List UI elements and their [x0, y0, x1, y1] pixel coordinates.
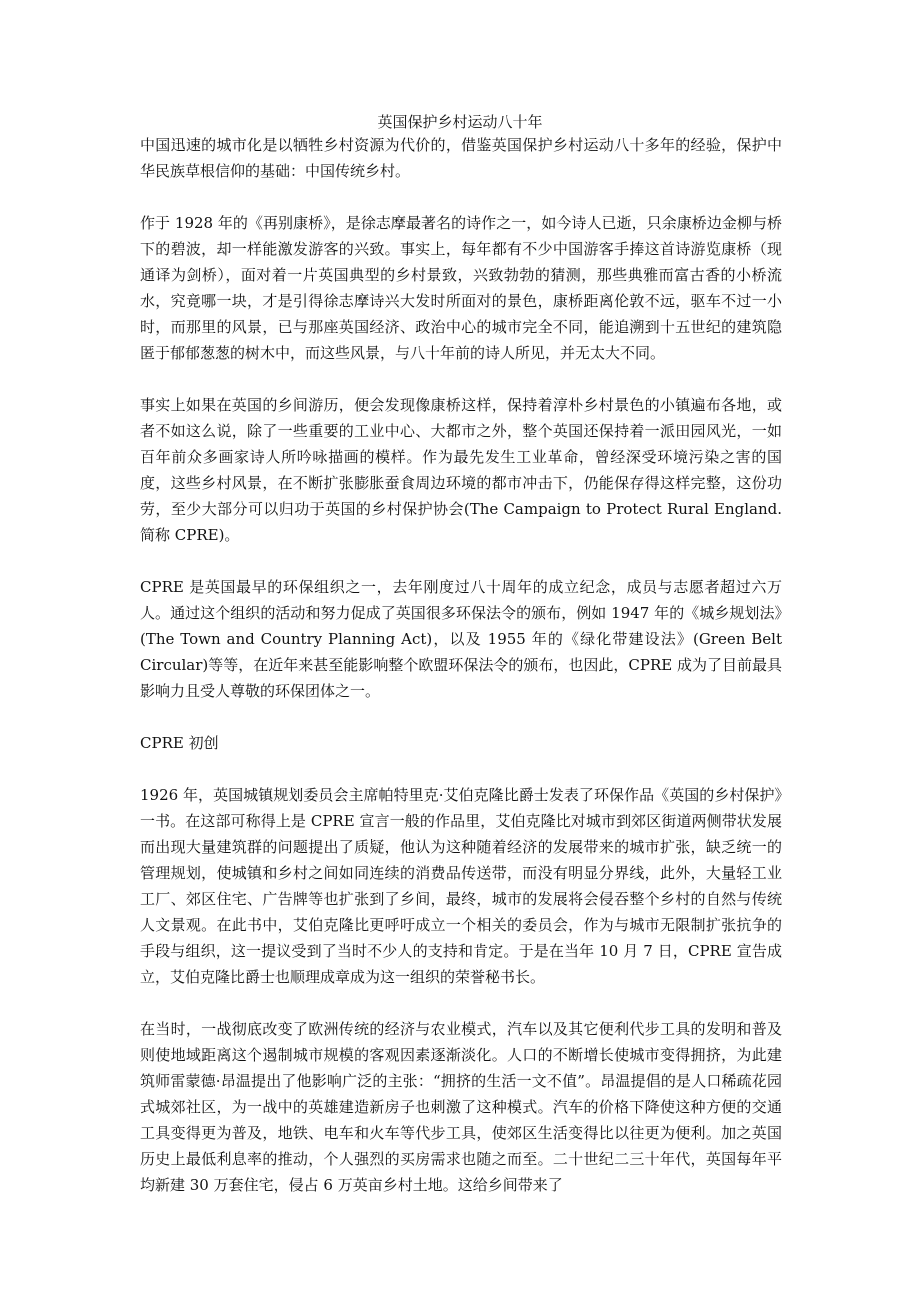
document-title: 英国保护乡村运动八十年 [377, 113, 543, 131]
intro-paragraph: 中国迅速的城市化是以牺牲乡村资源为代价的，借鉴英国保护乡村运动八十多年的经验，保护中华民族草根信仰的基础：中国传统乡村。 [140, 136, 782, 180]
paragraph-2: 事实上如果在英国的乡间游历，便会发现像康桥这样，保持着淳朴乡村景色的小镇遍布各地，或者不如这么说，除了一些重要的工业中心、大都市之外，整个英国还保持着一派田园风光，一如百年前众多画家诗人所吟咏描画的模样。作为最先发生工业革命，曾经深受环境污染之害的国度，这些乡村风景，在不断扩张膨胀蚕食周边环境的都市冲击下，仍能保存得这样完整，这份功劳，至少大部分可以归功于英国的乡村保护协会(The Campaign to Protect Rural England.简称 CPRE)。 [140, 396, 782, 544]
section-heading: CPRE 初创 [140, 734, 219, 752]
document-body [140, 132, 782, 1224]
paragraph-1: 作于 1928 年的《再别康桥》，是徐志摩最著名的诗作之一，如今诗人已逝，只余康桥边金柳与桥下的碧波，却一样能激发游客的兴致。事实上，每年都有不少中国游客手捧这首诗游览康桥（现通译为剑桥），面对着一片英国典型的乡村景致，兴致勃勃的猜测，那些典雅而富古香的小桥流水，究竟哪一块，才是引得徐志摩诗兴大发时所面对的景色，康桥距离伦敦不远，驱车不过一小时，而那里的风景，已与那座英国经济、政治中心的城市完全不同，能追溯到十五世纪的建筑隐匿于郁郁葱葱的树木中，而这些风景，与八十年前的诗人所见，并无太大不同。 [140, 214, 782, 362]
section-paragraph-2: 在当时，一战彻底改变了欧洲传统的经济与农业模式，汽车以及其它便利代步工具的发明和普及则使地域距离这个遏制城市规模的客观因素逐渐淡化。人口的不断增长使城市变得拥挤，为此建筑师雷蒙德·昂温提出了他影响广泛的主张：“拥挤的生活一文不值”。昂温提倡的是人口稀疏花园式城郊社区，为一战中的英雄建造新房子也刺激了这种模式。汽车的价格下降使这种方便的交通工具变得更为普及，地铁、电车和火车等代步工具，使郊区生活变得比以往更为便利。加之英国历史上最低利息率的推动，个人强烈的买房需求也随之而至。二十世纪二三十年代，英国每年平均新建 30 万套住宅，侵占 6 万英亩乡村土地。这给乡间带来了 [140, 1020, 782, 1194]
paragraph-3: CPRE 是英国最早的环保组织之一，去年刚度过八十周年的成立纪念，成员与志愿者超过六万人。通过这个组织的活动和努力促成了英国很多环保法令的颁布，例如 1947 年的《城乡规划法》(The Town and Country Planning Act)，以及 1955 年的《绿化带建设法》(Green Belt Circular)等等，在近年来甚至能影响整个欧盟环保法令的颁布，也因此，CPRE 成为了目前最具影响力且受人尊敬的环保团体之一。 [140, 578, 782, 700]
section-paragraph-1: 1926 年，英国城镇规划委员会主席帕特里克·艾伯克隆比爵士发表了环保作品《英国的乡村保护》一书。在这部可称得上是 CPRE 宣言一般的作品里，艾伯克隆比对城市到郊区街道两侧带状发展而出现大量建筑群的问题提出了质疑，他认为这种随着经济的发展带来的城市扩张，缺乏统一的管理规划，使城镇和乡村之间如同连续的消费品传送带，而没有明显分界线，此外，大量轻工业工厂、郊区住宅、广告牌等也扩张到了乡间，最终，城市的发展将会侵吞整个乡村的自然与传统人文景观。在此书中，艾伯克隆比更呼吁成立一个相关的委员会，作为与城市无限制扩张抗争的手段与组织，这一提议受到了当时不少人的支持和肯定。于是在当年 10 月 7 日，CPRE 宣告成立，艾伯克隆比爵士也顺理成章成为这一组织的荣誉秘书长。 [140, 786, 782, 986]
